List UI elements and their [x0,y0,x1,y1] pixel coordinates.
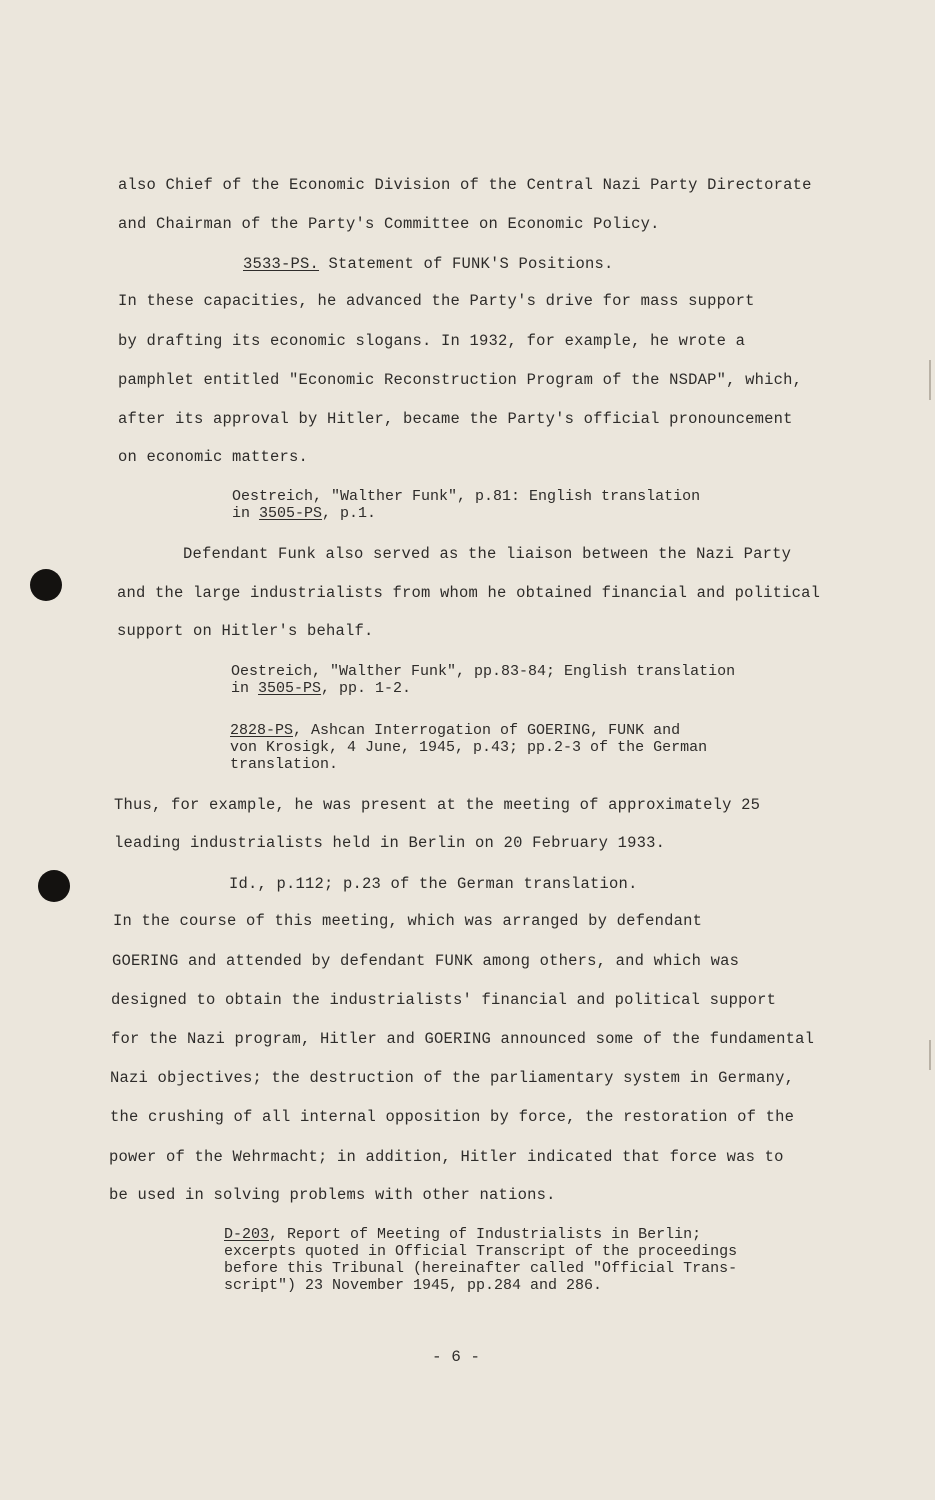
citation-line: script") 23 November 1945, pp.284 and 286. [224,1277,603,1294]
document-reference: 3505-PS [259,505,323,522]
citation-block [230,722,707,773]
citation-prefix: in [231,680,259,697]
paragraph-line: the crushing of all internal opposition by force, the restoration of the [110,1108,795,1126]
citation-block [232,488,700,522]
citation-line [224,1226,737,1243]
citation-suffix: , Report of Meeting of Industrialists in Berlin; [269,1226,702,1243]
paragraph-line: be used in solving problems with other nations. [109,1186,556,1204]
citation-line: before this Tribunal (hereinafter called "Official Trans- [224,1260,738,1277]
paragraph-line: by drafting its economic slogans. In 1932, for example, he wrote a [118,332,746,350]
citation-suffix: , pp. 1-2. [321,680,412,697]
citation-line: excerpts quoted in Official Transcript of the proceedings [224,1243,738,1260]
citation-block [231,663,735,697]
page-edge-mark [929,360,931,400]
paragraph-line: GOERING and attended by defendant FUNK among others, and which was [112,952,740,970]
citation-line: translation. [230,756,339,773]
paragraph-line: on economic matters. [118,448,309,466]
page-number: - 6 - [432,1348,481,1366]
paragraph-line: pamphlet entitled "Economic Reconstruction Program of the NSDAP", which, [118,371,803,389]
citation-line [231,680,735,697]
document-reference: D-203 [224,1226,270,1243]
citation-statement: Id., p.112; p.23 of the German translation. [229,875,638,893]
paragraph-line: Thus, for example, he was present at the meeting of approximately 25 [114,796,761,814]
paragraph-line: Nazi objectives; the destruction of the parliamentary system in Germany, [110,1069,795,1087]
paragraph-line: after its approval by Hitler, became the Party's official pronouncement [118,410,793,428]
citation-line: Oestreich, "Walther Funk", p.81: English translation [232,488,701,505]
paragraph-line: also Chief of the Economic Division of the Central Nazi Party Directorate [118,176,812,194]
paragraph-line: power of the Wehrmacht; in addition, Hitler indicated that force was to [109,1148,784,1166]
citation-text: Statement of FUNK'S Positions. [319,255,614,273]
citation-prefix: in [232,505,260,522]
paragraph-line: designed to obtain the industrialists' financial and political support [111,991,777,1009]
paragraph-line: for the Nazi program, Hitler and GOERING announced some of the fundamental [111,1030,815,1048]
citation-line [230,722,707,739]
citation-line: von Krosigk, 4 June, 1945, p.43; pp.2-3 of the German [230,739,708,756]
document-reference: 2828-PS [230,722,294,739]
document-reference: 3533-PS. [243,255,320,273]
page-edge-mark [929,1040,931,1070]
paragraph-line: In these capacities, he advanced the Party's drive for mass support [118,292,755,310]
paragraph-line: leading industrialists held in Berlin on 20 February 1933. [114,834,666,852]
paragraph-line: support on Hitler's behalf. [117,622,374,640]
document-reference: 3505-PS [258,680,322,697]
punch-hole-lower [38,870,70,902]
paragraph-line: In the course of this meeting, which was arranged by defendant [113,912,703,930]
paragraph-line: and Chairman of the Party's Committee on Economic Policy. [118,215,660,233]
citation-line [232,505,700,522]
citation-statement [243,255,614,273]
paragraph-line: Defendant Funk also served as the liaison between the Nazi Party [183,545,792,563]
citation-block [224,1226,737,1294]
paragraph-line: and the large industrialists from whom he obtained financial and political [117,584,821,602]
citation-suffix: , p.1. [322,505,377,522]
citation-suffix: , Ashcan Interrogation of GOERING, FUNK and [293,722,681,739]
punch-hole-upper [30,569,62,601]
citation-line: Oestreich, "Walther Funk", pp.83-84; English translation [231,663,736,680]
